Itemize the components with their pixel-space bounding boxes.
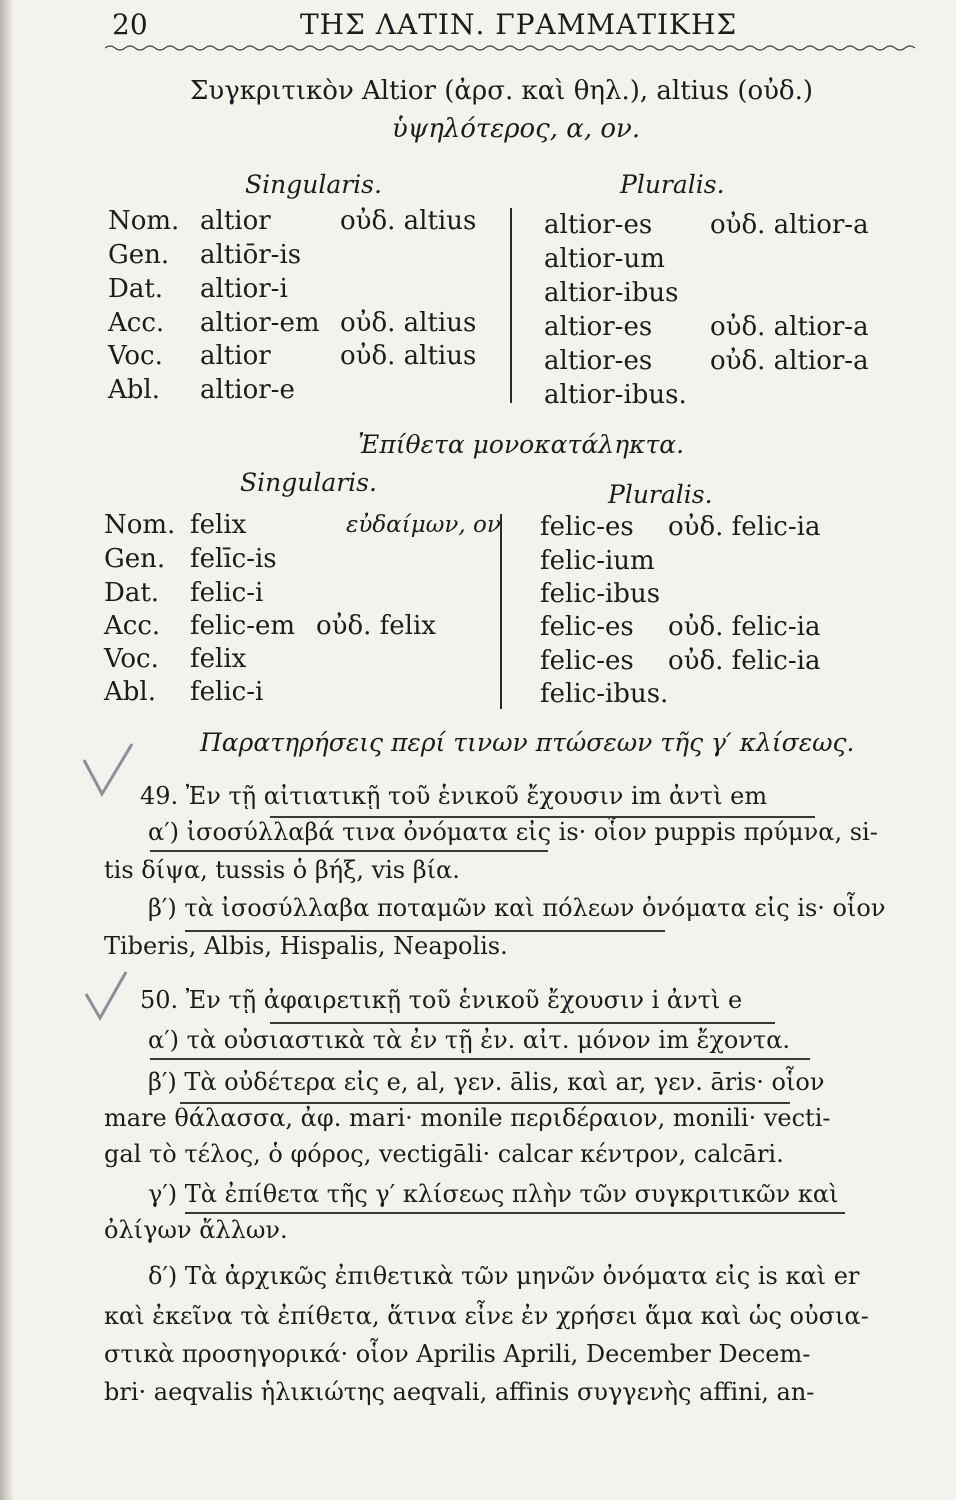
remark-line: δ′) Τὰ ἀρχικῶς ἐπιθετικὰ τῶν μηνῶν ὀνόματα εἰς is καὶ er bbox=[148, 1262, 860, 1290]
comparative-translation: ὑψηλότερος, α, ον. bbox=[392, 114, 641, 144]
singular-form: altior bbox=[200, 206, 271, 236]
running-title: ΤΗΣ ΛΑΤΙΝ. ΓΡΑΜΜΑΤΙΚΗΣ bbox=[300, 8, 738, 41]
plural-form: altior-es bbox=[544, 210, 653, 240]
remark-line: στικὰ προσηγορικά· οἷον Aprilis Aprili, December Decem- bbox=[104, 1340, 811, 1368]
singular-form: altior bbox=[200, 341, 271, 371]
plural-neuter-form: οὐδ. felic-ia bbox=[668, 512, 821, 542]
remark-line: bri· aeqvalis ἡλικιώτης aeqvali, affinis συγγενὴς affini, an- bbox=[104, 1378, 815, 1406]
pencil-underline bbox=[150, 1058, 810, 1060]
singular-form: altior-i bbox=[200, 274, 288, 304]
singular-neuter-form: οὐδ. altius bbox=[340, 308, 477, 338]
header-wavy-rule bbox=[105, 44, 915, 52]
remark-line: gal τὸ τέλος, ὁ φόρος, vectigāli· calcar κέντρον, calcāri. bbox=[104, 1140, 784, 1168]
singular-form: altior-e bbox=[200, 375, 295, 405]
plural-neuter-form: οὐδ. altior-a bbox=[710, 312, 869, 342]
pencil-underline bbox=[270, 816, 815, 818]
plural-form: altior-es bbox=[544, 312, 653, 342]
page-number: 20 bbox=[112, 8, 148, 41]
singular-form: felīc-is bbox=[190, 544, 277, 574]
page-binding-shadow bbox=[0, 0, 14, 1500]
pencil-underline bbox=[270, 1022, 775, 1024]
singular-label: Singularis. bbox=[240, 468, 377, 497]
remark-line: γ′) Τὰ ἐπίθετα τῆς γ′ κλίσεως πλὴν τῶν συγκριτικῶν καὶ bbox=[148, 1180, 839, 1208]
plural-form: altior-ibus bbox=[544, 278, 679, 308]
remark-line: καὶ ἐκεῖνα τὰ ἐπίθετα, ἅτινα εἶνε ἐν χρήσει ἅμα καὶ ὡς οὐσια- bbox=[104, 1302, 869, 1330]
plural-neuter-form: οὐδ. altior-a bbox=[710, 346, 869, 376]
singular-form: felic-em bbox=[190, 611, 296, 641]
singular-form: felic-i bbox=[190, 677, 264, 707]
case-label: Gen. bbox=[104, 544, 166, 574]
pencil-checkmark bbox=[80, 740, 140, 800]
pencil-underline bbox=[180, 1102, 790, 1104]
comparative-heading: Συγκριτικὸν Altior (ἀρσ. καὶ θηλ.), altius (οὐδ.) bbox=[190, 76, 813, 106]
case-label: Abl. bbox=[104, 677, 156, 707]
one-ending-heading: Ἐπίθετα μονοκατάληκτα. bbox=[358, 430, 685, 459]
remark-line: 49. Ἐν τῇ αἰτιατικῇ τοῦ ἑνικοῦ ἔχουσιν im ἀντὶ em bbox=[140, 782, 768, 810]
remark-line: α′) τὰ οὐσιαστικὰ τὰ ἐν τῇ ἐν. αἰτ. μόνον im ἔχοντα. bbox=[148, 1026, 791, 1054]
remarks-heading: Παρατηρήσεις περί τινων πτώσεων τῆς γ′ κλίσεως. bbox=[200, 728, 855, 757]
remark-line: α′) ἰσοσύλλαβά τινα ὀνόματα εἰς is· οἷον puppis πρύμνα, si- bbox=[148, 818, 878, 846]
case-label: Dat. bbox=[104, 578, 160, 608]
plural-form: felic-ibus. bbox=[540, 679, 669, 709]
case-label: Nom. bbox=[108, 206, 180, 236]
plural-form: altior-um bbox=[544, 244, 665, 274]
plural-form: felic-es bbox=[540, 612, 634, 642]
pencil-underline bbox=[150, 850, 548, 852]
pencil-underline bbox=[185, 1212, 845, 1214]
plural-form: felic-ibus bbox=[540, 579, 661, 609]
remark-line: β′) τὰ ἰσοσύλλαβα ποταμῶν καὶ πόλεων ὀνόματα εἰς is· οἷον bbox=[148, 894, 886, 922]
remark-line: mare θάλασσα, ἀφ. mari· monile περιδέραιον, monili· vecti- bbox=[104, 1104, 831, 1132]
plural-label: Pluralis. bbox=[620, 170, 725, 199]
plural-neuter-form: οὐδ. felic-ia bbox=[668, 646, 821, 676]
singular-neuter-form: οὐδ. felix bbox=[316, 611, 436, 641]
plural-form: altior-ibus. bbox=[544, 380, 687, 410]
case-label: Dat. bbox=[108, 274, 164, 304]
remark-line: Tiberis, Albis, Hispalis, Neapolis. bbox=[104, 932, 508, 960]
singular-label: Singularis. bbox=[245, 170, 382, 199]
case-label: Nom. bbox=[104, 510, 176, 540]
remark-line: β′) Τὰ οὐδέτερα εἰς e, al, γεν. ālis, καὶ ar, γεν. āris· οἷον bbox=[148, 1068, 825, 1096]
singular-form: altior-em bbox=[200, 308, 320, 338]
singular-form: felix bbox=[190, 510, 247, 540]
singular-form: felix bbox=[190, 644, 247, 674]
case-label: Voc. bbox=[104, 644, 159, 674]
case-label: Voc. bbox=[108, 341, 163, 371]
remark-line: tis δίψα, tussis ὁ βήξ, vis βία. bbox=[104, 856, 460, 884]
case-label: Acc. bbox=[108, 308, 165, 338]
case-label: Abl. bbox=[108, 375, 160, 405]
remark-line: ὀλίγων ἄλλων. bbox=[104, 1216, 288, 1244]
table-divider bbox=[500, 514, 502, 709]
plural-label: Pluralis. bbox=[608, 480, 713, 509]
singular-neuter-form: οὐδ. altius bbox=[340, 206, 477, 236]
plural-form: felic-es bbox=[540, 512, 634, 542]
case-label: Acc. bbox=[104, 611, 161, 641]
remark-line: 50. Ἐν τῇ ἀφαιρετικῇ τοῦ ἑνικοῦ ἔχουσιν i ἀντὶ e bbox=[140, 986, 743, 1014]
plural-neuter-form: οὐδ. felic-ia bbox=[668, 612, 821, 642]
singular-form: altiōr-is bbox=[200, 240, 302, 270]
plural-form: felic-ium bbox=[540, 546, 655, 576]
table-divider bbox=[510, 208, 512, 403]
singular-translation: εὐδαίμων, ον bbox=[346, 512, 501, 538]
plural-neuter-form: οὐδ. altior-a bbox=[710, 210, 869, 240]
pencil-checkmark bbox=[80, 966, 140, 1026]
plural-form: altior-es bbox=[544, 346, 653, 376]
plural-form: felic-es bbox=[540, 646, 634, 676]
singular-neuter-form: οὐδ. altius bbox=[340, 341, 477, 371]
case-label: Gen. bbox=[108, 240, 170, 270]
pencil-underline bbox=[185, 930, 665, 932]
singular-form: felic-i bbox=[190, 578, 264, 608]
